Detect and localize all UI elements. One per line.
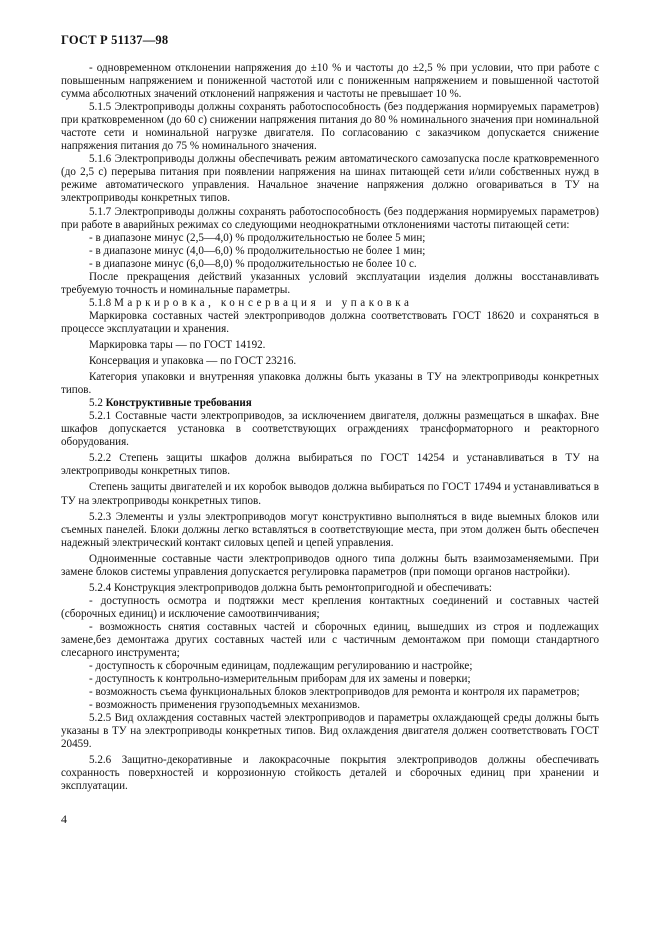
list-item: - доступность осмотра и подтяжки мест крепления контактных соединений и составных частей (сборочных единиц) и исключение самоотвинчивания; (61, 594, 599, 620)
list-item: - возможность применения грузоподъемных механизмов. (89, 699, 361, 712)
page-body (61, 62, 599, 794)
section-number: 5.1.8 (89, 296, 112, 309)
list-item: - в диапазоне минус (2,5—4,0) % продолжительностью не более 5 мин; (89, 231, 426, 244)
section-title: Конструктивные требования (105, 397, 252, 410)
paragraph: 5.2.2 Степень защиты шкафов должна выбираться по ГОСТ 14254 и устанавливаться в ТУ на электроприводы конкретных типов. (61, 452, 599, 478)
section-heading-marking (61, 297, 599, 310)
paragraph: Степень защиты двигателей и их коробок выводов должна выбираться по ГОСТ 17494 и устанавливаться в ТУ на электроприводы конкретных типов. (61, 481, 599, 507)
list-item: - доступность к контрольно-измерительным приборам для их замены и поверки; (89, 673, 471, 686)
standard-header: ГОСТ Р 51137—98 (61, 33, 169, 47)
paragraph: 5.1.7 Электроприводы должны сохранять работоспособность (без поддержания нормируемых параметров) при работе в аварийных режимах со следующими неоднократными отклонениями частоты питающей сети: (61, 205, 599, 231)
section-heading-construction (61, 397, 599, 410)
paragraph: 5.2.6 Защитно-декоративные и лакокрасочные покрытия электроприводов должны обеспечивать сохранность поверхностей и коррозионную стойкость деталей и сборочных единиц при хранении и эксплуатации. (61, 754, 599, 793)
paragraph: - одновременном отклонении напряжения до ±10 % и частоты до ±2,5 % при условии, что при работе с повышенным напряжением и пониженной частотой или с пониженным напряжением и повышенной частотой сумма абсолютных значений отклонений напряжения и частоты не превышает 10 %. (61, 62, 599, 101)
paragraph: Категория упаковки и внутренняя упаковка должны быть указаны в ТУ на электроприводы конкретных типов. (61, 371, 599, 397)
paragraph: После прекращения действий указанных условий эксплуатации изделия должны восстанавливать требуемую точность и номинальные параметры. (61, 270, 599, 296)
page-number: 4 (61, 812, 67, 826)
paragraph: 5.1.6 Электроприводы должны обеспечивать режим автоматического самозапуска после кратковременного (до 2,5 с) перерыва питания при появлении напряжения на шинах питающей сети и/или собственных нужд в режиме автоматического управления. Начальное значение напряжения должно оговариваться в ТУ на электроприводы конкретных типов. (61, 153, 599, 205)
paragraph: Маркировка тары — по ГОСТ 14192. (89, 338, 266, 351)
list-item: - в диапазоне минус (4,0—6,0) % продолжительностью не более 1 мин; (89, 244, 426, 257)
paragraph: 5.1.5 Электроприводы должны сохранять работоспособность (без поддержания нормируемых параметров) при кратковременном (до 60 с) снижении напряжения питания до 80 % номинального значения при номинальной частоте сети и номинальной нагрузке двигателя. По согласованию с заказчиком допускается снижение напряжения питания до 75 % номинального значения. (61, 101, 599, 153)
list-item: - возможность снятия составных частей и сборочных единиц, вышедших из строя и подлежащих замене,без демонтажа других составных частей или с частичным демонтажом при помощи стандартного слесарного инструмента; (61, 620, 599, 660)
paragraph: Маркировка составных частей электроприводов должна соответствовать ГОСТ 18620 и сохраняться в процессе эксплуатации и хранения. (61, 309, 599, 335)
paragraph: 5.2.1 Составные части электроприводов, за исключением двигателя, должны размещаться в шкафах. Вне шкафов допускается установка в соответствующих ограждениях трансформаторного и реакторного оборудования. (61, 410, 599, 449)
list-item: - возможность съема функциональных блоков электроприводов для ремонта и контроля их параметров; (89, 686, 580, 699)
section-number: 5.2 (89, 397, 103, 410)
list-item: - доступность к сборочным единицам, подлежащим регулированию и настройке; (89, 660, 473, 673)
section-title: Маркировка, консервация и упаковка (113, 296, 413, 309)
paragraph: 5.2.5 Вид охлаждения составных частей электроприводов и параметры охлаждающей среды должны быть указаны в ТУ на электроприводы конкретных типов. Вид охлаждения двигателя должен соответствовать ГОСТ 20459. (61, 712, 599, 751)
paragraph: Одноименные составные части электроприводов одного типа должны быть взаимозаменяемыми. При замене блоков системы управления допускается регулировка параметров (при помощи органов настройки). (61, 552, 599, 578)
paragraph: 5.2.3 Элементы и узлы электроприводов могут конструктивно выполняться в виде выемных блоков или съемных панелей. Блоки должны легко вставляться в соответствующие места, при этом должен быть обеспечен надежный электрический контакт силовых цепей и цепей управления. (61, 510, 599, 549)
list-item: - в диапазоне минус (6,0—8,0) % продолжительностью не более 10 с. (89, 257, 417, 270)
paragraph: Консервация и упаковка — по ГОСТ 23216. (89, 355, 297, 368)
paragraph: 5.2.4 Конструкция электроприводов должна быть ремонтопригодной и обеспечивать: (89, 581, 492, 594)
